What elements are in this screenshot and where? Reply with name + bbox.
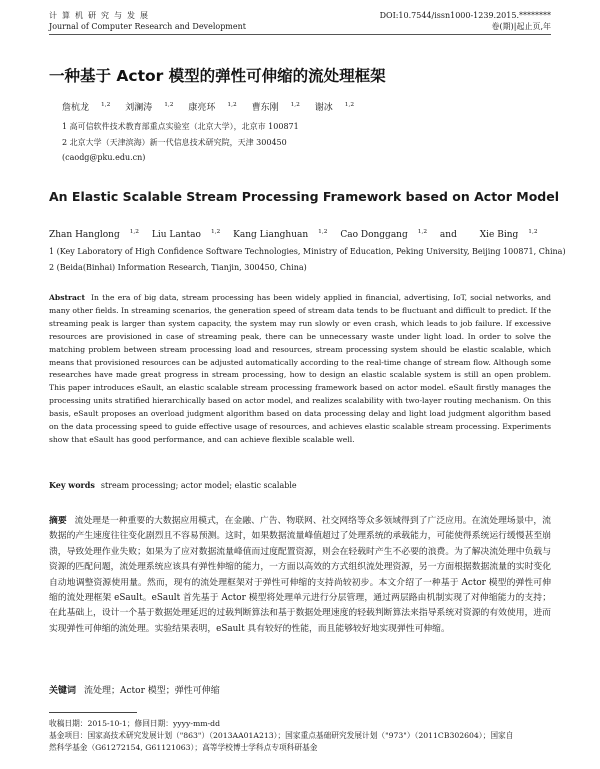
author-cn: 谢冰 $^{1,2}$ <box>314 102 355 113</box>
fund-info-2: 然科学基金（G61272154, G61121063）；高等学校博士学科点专项科研基金 <box>49 743 318 752</box>
author-list-cn <box>62 100 366 113</box>
journal-name-en: Journal of Computer Research and Development <box>49 22 246 31</box>
affiliation-en-1: 1 (Key Laboratory of High Confidence Software Technologies, Ministry of Education, Peking University, Beijing 100871, China) <box>49 247 566 256</box>
header-rule <box>49 34 551 35</box>
abstract-text: In the era of big data, stream processing has been widely applied in financial, advertising, IoT, social networks, and many other fields. In streaming scenarios, the generation speed of stream data tends to be fluctuant and difficult to predict. If the streaming peak is larger than system capacity, the system may run slowly or even crash, which leads to job failure. If excessive resources are provisioned in case of streaming peak, there can be unnecessary waste under light load. In order to solve the matching problem between stream processing load and resources, stream processing system should be elastic scalable, which means that provisioned resources can be adjusted automatically according to the real-time change of stream flow. Although some researches have made great progress in stream processing, how to design an elastic scalable system is still an open problem. This paper introduces eSault, an elastic scalable stream processing framework based on actor model. eSault firstly manages the processing units stratified hierarchically based on actor model, and realizes scalability with two-layer routing mechanism. On this basis, eSault proposes an overload judgment algorithm based on data processing delay and light load judgment algorithm based on the data processing speed to guide effective usage of resources, and achieves elastic scalable stream processing. Experiments show that eSault has good performance, and can achieve flexible scalable well. <box>49 293 551 444</box>
running-header <box>49 10 551 40</box>
footnote-rule <box>49 712 137 713</box>
title-en: An Elastic Scalable Stream Processing Framework based on Actor Model <box>49 189 560 204</box>
keywords-cn-label: 关键词 <box>49 686 77 696</box>
affiliation-cn-1: 1 高可信软件技术教育部重点实验室（北京大学），北京市 100871 <box>62 122 299 131</box>
doi: DOI:10.7544/issn1000-1239.2015.******** <box>379 11 551 20</box>
author-cn: 康亮环 $^{1,2}$ <box>188 102 237 113</box>
affiliation-cn-2: 2 北京大学（天津滨海）新一代信息技术研究院，天津 300450 <box>62 138 287 147</box>
keywords-cn-text: 流处理；Actor 模型；弹性可伸缩 <box>84 686 220 696</box>
abstract-en <box>49 292 551 447</box>
fund-info-1: 基金项目：国家高技术研究发展计划（"863"）（2013AA01A213）；国家重点基础研究发展计划（"973"）（2011CB302604）；国家自 <box>49 731 514 740</box>
received-date: 收稿日期：2015-10-1；修回日期：yyyy-mm-dd <box>49 719 220 728</box>
keywords-text: stream processing; actor model; elastic scalable <box>100 481 297 490</box>
abstract-cn-text: 流处理是一种重要的大数据应用模式，在金融、广告、物联网、社交网络等众多领域得到了广泛应用。在流处理场景中，流数据的产生速度往往变化剧烈且不容易预测。这时，如果数据流量峰值超过了处理系统的承载能力，可能使得系统运行缓慢甚至崩溃，导致处理作业失败；如果为了应对数据流量峰值而过度配置资源，则会在轻载时产生不必要的浪费。为了解决流处理中负载与资源的匹配问题，流处理系统应该具有弹性伸缩的能力，一方面以高效的方式组织流处理资源，另一方面根据数据流量的实时变化自动地调整资源使用量。然而，现有的流处理框架对于弹性可伸缩的支持尚较初步。本文介绍了一种基于 Actor 模型的弹性可伸缩的流处理框架 eSault。eSault 首先基于 Actor 模型将处理单元进行分层管理，通过两层路由机制实现了对伸缩能力的支持；在此基础上，设计一个基于数据处理延迟的过载判断算法和基于数据处理速度的轻载判断算法来指导系统对资源的有效使用，进而实现弹性可伸缩的流处理。实验结果表明，eSault 具有较好的性能，而且能够较好地实现弹性可伸缩。 <box>49 516 551 634</box>
keywords-en <box>49 480 297 490</box>
keywords-cn <box>49 683 220 696</box>
author-conjunction: and <box>439 230 457 240</box>
abstract-cn <box>49 514 551 637</box>
abstract-cn-label: 摘要 <box>49 516 67 526</box>
email: (caodg@pku.edu.cn) <box>62 153 146 162</box>
author-en: Liu Lantao $^{1,2}$ <box>151 229 221 240</box>
author-en: Zhan Hanglong $^{1,2}$ <box>49 229 139 240</box>
author-cn: 曹东刚 $^{1,2}$ <box>251 102 300 113</box>
author-en: Kang Lianghuan $^{1,2}$ <box>233 229 328 240</box>
author-list-en <box>49 229 548 240</box>
affiliation-en-2: 2 (Beida(Binhai) Information Research, Tianjin, 300450, China) <box>49 263 307 272</box>
abstract-label: Abstract <box>49 293 86 302</box>
title-cn: 一种基于 Actor 模型的弹性可伸缩的流处理框架 <box>49 67 386 85</box>
issue-info: 卷(期)|起止页,年 <box>491 22 551 31</box>
author-cn: 刘澜涛 $^{1,2}$ <box>125 102 174 113</box>
author-en: Xie Bing $^{1,2}$ <box>479 229 538 240</box>
author-en: Cao Donggang $^{1,2}$ <box>340 229 428 240</box>
keywords-label: Key words <box>49 480 95 490</box>
author-cn: 詹杭龙 $^{1,2}$ <box>62 102 111 113</box>
journal-name-cn: 计算机研究与发展 <box>49 11 153 20</box>
footnote <box>49 718 569 754</box>
